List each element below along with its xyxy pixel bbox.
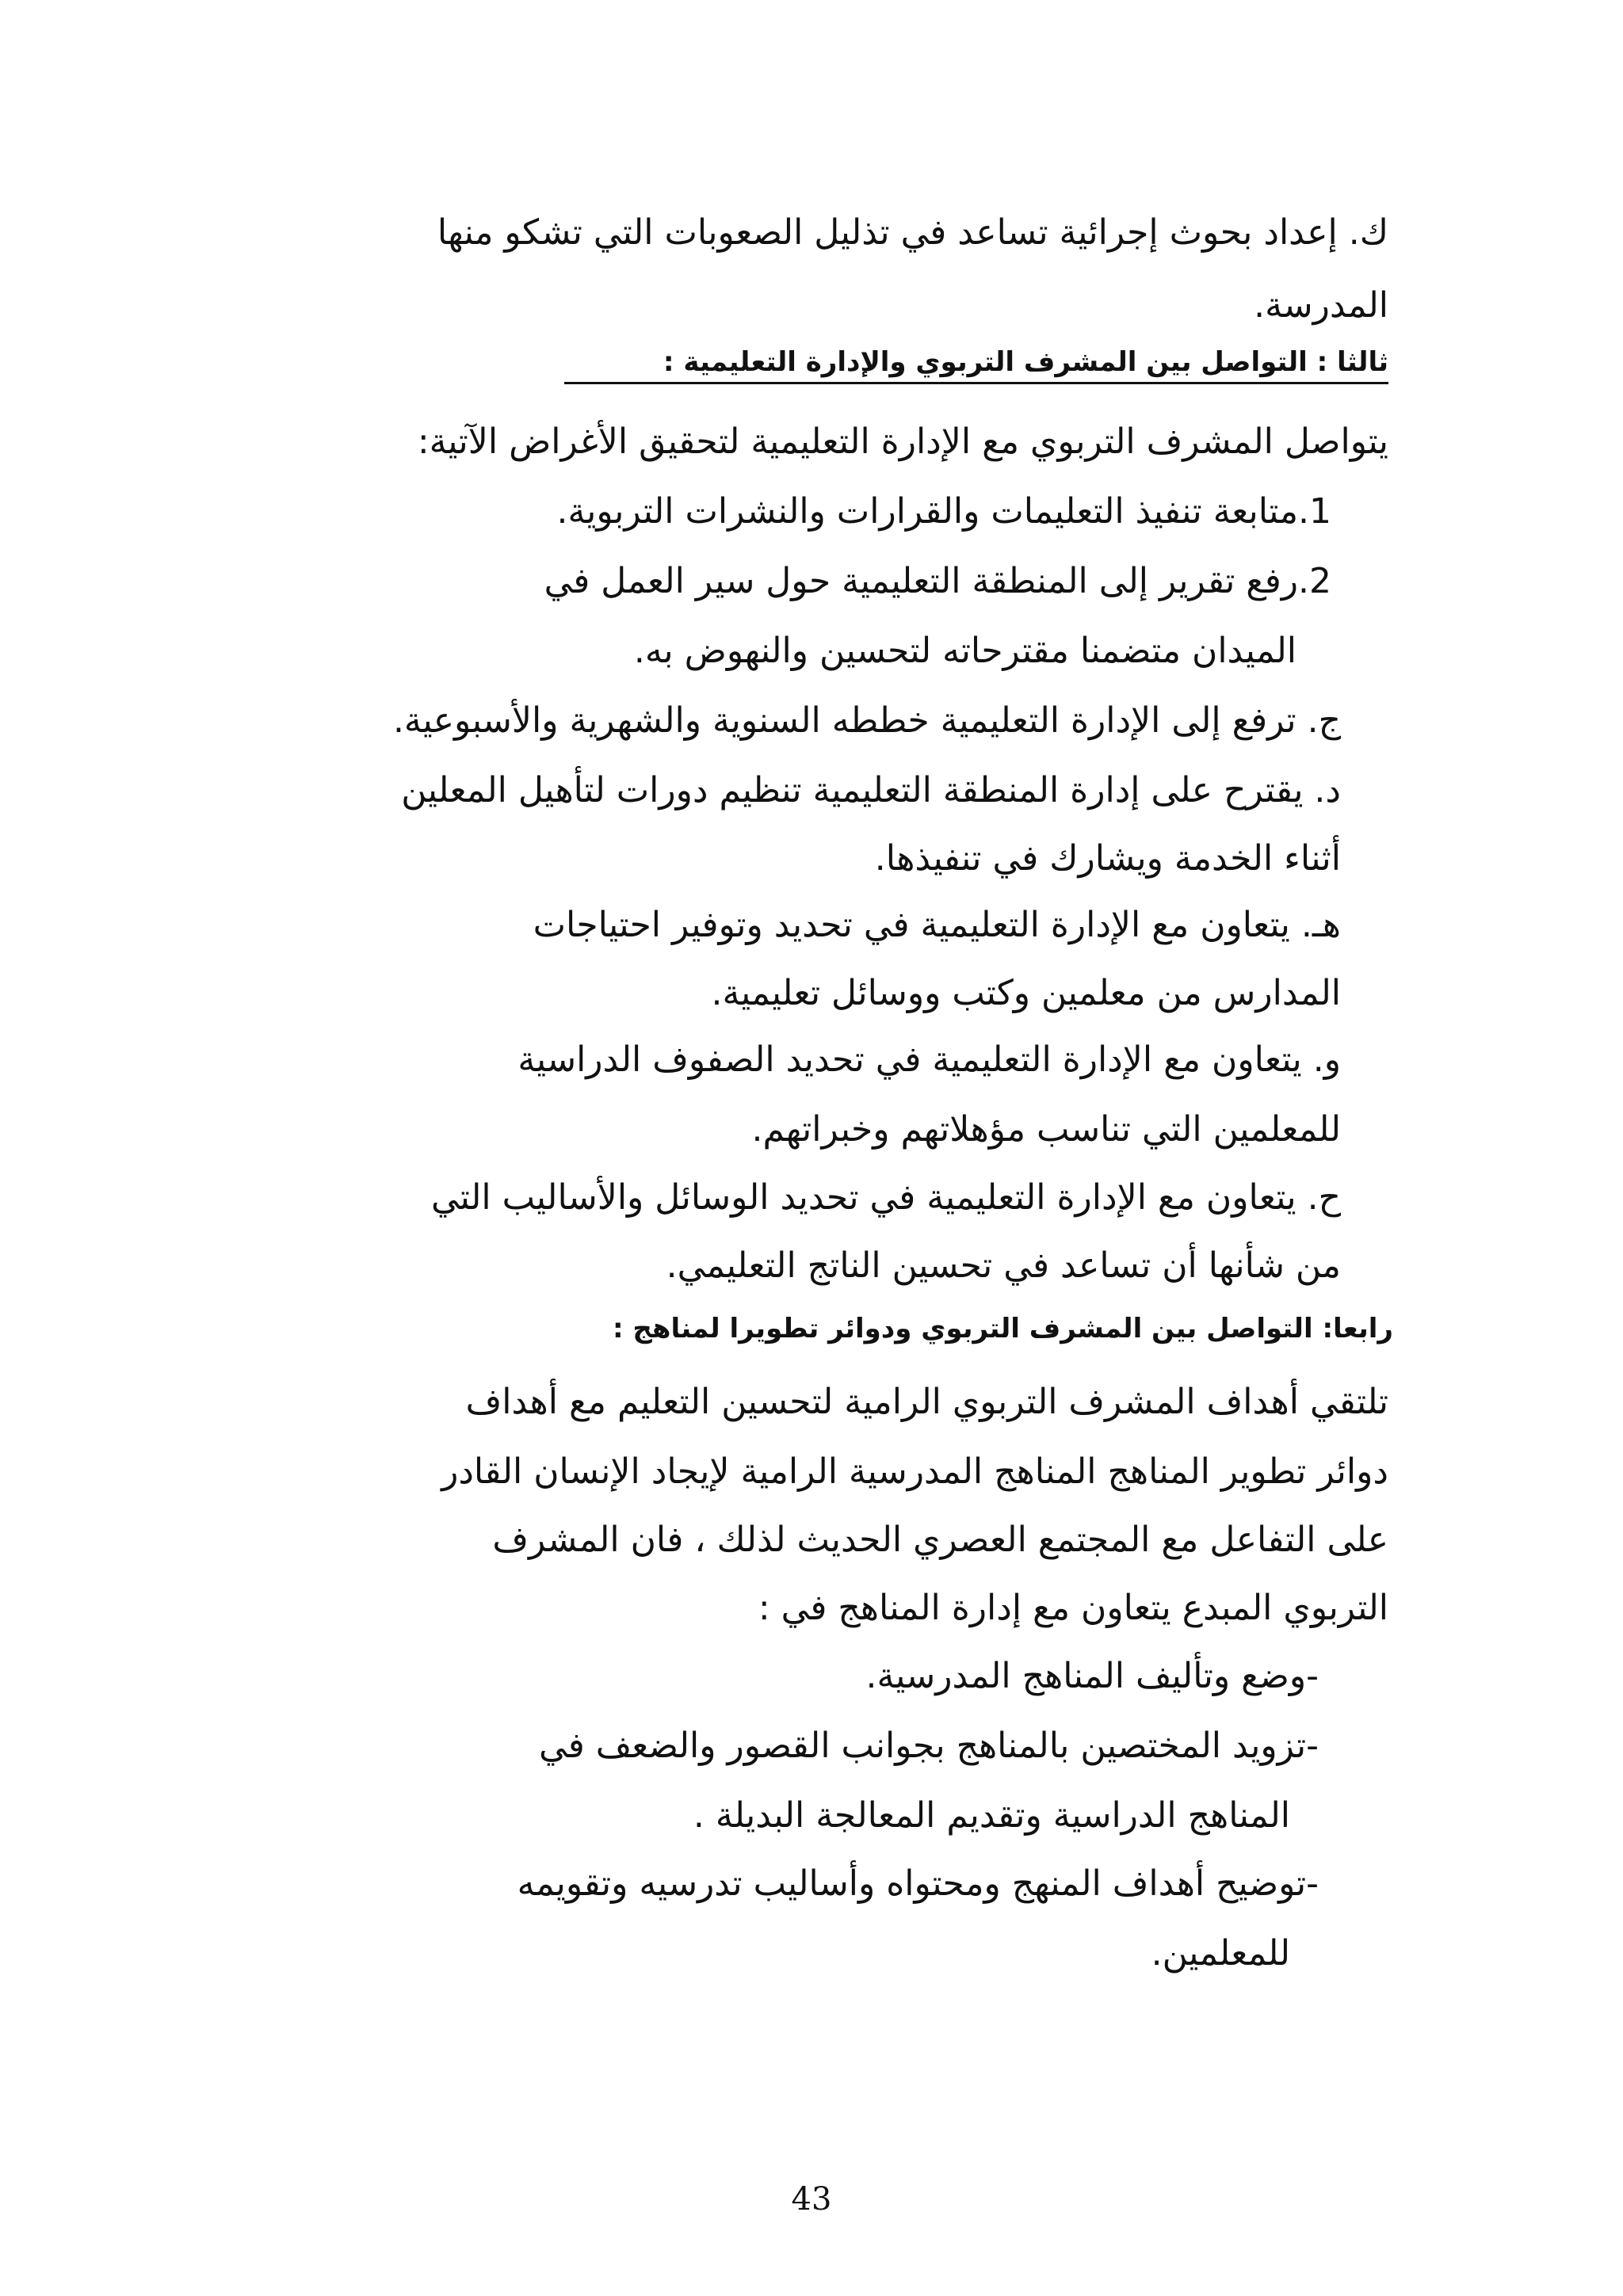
section-4-bullet-2-line-1: -تزويد المختصين بالمناهج بجوانب القصور والضعف في	[539, 1726, 1319, 1766]
section-3-item-w-line-2: للمعلمين التي تناسب مؤهلاتهم وخبراتهم.	[751, 1109, 1341, 1150]
section-3-heading: ثالثا : التواصل بين المشرف التربوي والإدارة التعليمية :	[564, 349, 1388, 384]
page-number: 43	[791, 2181, 832, 2218]
section-3-item-ha-line-2: من شأنها أن تساعد في تحسين الناتج التعليمي.	[666, 1245, 1341, 1286]
section-4-bullet-3-line-2: للمعلمين.	[1151, 1933, 1290, 1974]
section-4-paragraph-line-3: على التفاعل مع المجتمع العصري الحديث لذلك ، فان المشرف	[492, 1520, 1388, 1560]
section-4-bullet-1: -وضع وتأليف المناهج المدرسية.	[865, 1656, 1319, 1696]
section-3-item-2-line-1: 2.رفع تقرير إلى المنطقة التعليمية حول سير العمل في	[544, 561, 1331, 601]
section-4-paragraph-line-4: التربوي المبدع يتعاون مع إدارة المناهج في :	[758, 1588, 1388, 1628]
section-4-bullet-3-line-1: -توضيح أهداف المنهج ومحتواه وأساليب تدرسيه وتقويمه	[517, 1863, 1319, 1904]
section-3-item-2-line-2: الميدان متضمنا مقترحاته لتحسين والنهوض به.	[633, 631, 1296, 671]
section-3-item-h-line-2: المدارس من معلمين وكتب ووسائل تعليمية.	[711, 973, 1341, 1013]
section-3-item-ha-line-1: ح. يتعاون مع الإدارة التعليمية في تحديد الوسائل والأساليب التي	[431, 1177, 1341, 1218]
section-4-paragraph-line-2: دوائر تطوير المناهج المناهج المدرسية الرامية لإيجاد الإنسان القادر	[441, 1451, 1388, 1492]
section-3-item-j: ج. ترفع إلى الإدارة التعليمية خططه السنوية والشهرية والأسبوعية.	[392, 700, 1341, 741]
section-3-item-d-line-1: د. يقترح على إدارة المنطقة التعليمية تنظيم دورات لتأهيل المعلين	[401, 770, 1341, 810]
item-k-line-2: المدرسة.	[1254, 285, 1388, 326]
section-3-intro: يتواصل المشرف التربوي مع الإدارة التعليمية لتحقيق الأغراض الآتية:	[417, 421, 1388, 462]
section-4-heading: رابعا: التواصل بين المشرف التربوي ودوائر تطويرا لمناهج :	[612, 1313, 1393, 1344]
section-3-item-w-line-1: و. يتعاون مع الإدارة التعليمية في تحديد الصفوف الدراسية	[517, 1039, 1341, 1080]
section-4-bullet-2-line-2: المناهج الدراسية وتقديم المعالجة البديلة .	[693, 1795, 1290, 1836]
section-3-item-1: 1.متابعة تنفيذ التعليمات والقرارات والنشرات التربوية.	[556, 491, 1331, 532]
item-k-line-1: ك. إعداد بحوث إجرائية تساعد في تذليل الصعوبات التي تشكو منها	[437, 212, 1388, 253]
section-3-item-d-line-2: أثناء الخدمة ويشارك في تنفيذها.	[874, 838, 1341, 879]
section-4-paragraph-line-1: تلتقي أهداف المشرف التربوي الرامية لتحسين التعليم مع أهداف	[465, 1382, 1388, 1422]
section-3-item-h-line-1: هـ. يتعاون مع الإدارة التعليمية في تحديد وتوفير احتياجات	[533, 905, 1341, 945]
